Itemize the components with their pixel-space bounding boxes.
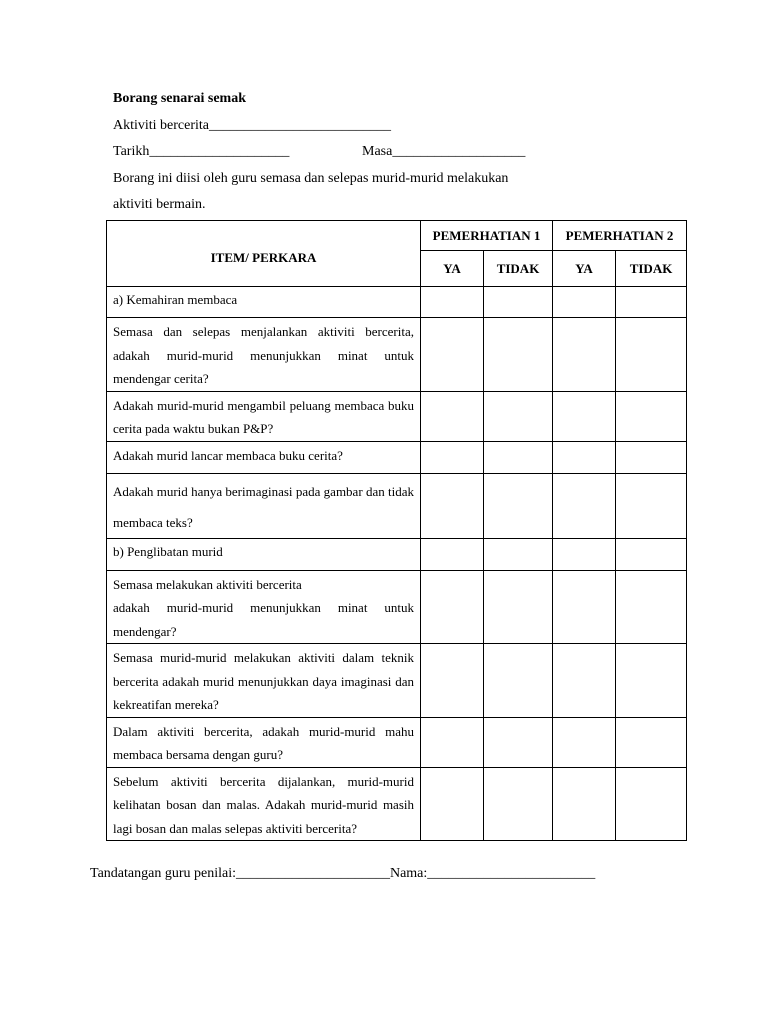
check-cell[interactable] [616, 767, 687, 841]
obs1-no-header: TIDAK [484, 251, 553, 287]
question-text [107, 570, 421, 644]
question-text: Dalam aktiviti bercerita, adakah murid-murid mahu membaca bersama dengan guru? [107, 717, 421, 767]
question-text: Sebelum aktiviti bercerita dijalankan, murid-murid kelihatan bosan dan malas. Adakah murid-murid masih lagi bosan dan malas selepas aktiviti bercerita? [107, 767, 421, 841]
date-field: Tarikh____________________ [113, 144, 290, 159]
observation-2-header: PEMERHATIAN 2 [553, 221, 687, 251]
question-text-line: Semasa melakukan aktiviti bercerita [113, 576, 302, 592]
check-cell[interactable] [616, 391, 687, 441]
signature-footer [90, 866, 595, 882]
question-text: Semasa dan selepas menjalankan aktiviti bercerita, adakah murid-murid menunjukkan minat untuk mendengar cerita? [107, 318, 421, 392]
check-cell[interactable] [421, 767, 484, 841]
name-field: Nama:________________________ [389, 866, 596, 881]
check-cell[interactable] [484, 287, 553, 318]
check-cell[interactable] [616, 441, 687, 473]
table-row [107, 767, 687, 841]
section-a-label: a) Kemahiran membaca [107, 287, 421, 318]
instructions-line-1: Borang ini diisi oleh guru semasa dan selepas murid-murid melakukan [113, 170, 509, 186]
question-text: Adakah murid-murid mengambil peluang membaca buku cerita pada waktu bukan P&P? [107, 391, 421, 441]
check-cell[interactable] [553, 644, 616, 718]
check-cell[interactable] [616, 717, 687, 767]
check-cell[interactable] [484, 318, 553, 392]
section-row-a [107, 287, 687, 318]
check-cell[interactable] [616, 318, 687, 392]
table-row [107, 717, 687, 767]
check-cell[interactable] [553, 473, 616, 538]
check-cell[interactable] [421, 318, 484, 392]
header-row-1 [107, 221, 687, 251]
table-row [107, 570, 687, 644]
question-text: Adakah murid lancar membaca buku cerita? [107, 441, 421, 473]
form-title: Borang senarai semak [113, 91, 246, 106]
check-cell[interactable] [421, 441, 484, 473]
check-cell[interactable] [484, 538, 553, 570]
obs2-yes-header: YA [553, 251, 616, 287]
check-cell[interactable] [616, 473, 687, 538]
table-row [107, 391, 687, 441]
section-b-label: b) Penglibatan murid [107, 538, 421, 570]
check-cell[interactable] [421, 644, 484, 718]
check-cell[interactable] [421, 391, 484, 441]
check-cell[interactable] [553, 441, 616, 473]
check-cell[interactable] [484, 767, 553, 841]
table-row [107, 441, 687, 473]
check-cell[interactable] [616, 287, 687, 318]
check-cell[interactable] [484, 473, 553, 538]
check-cell[interactable] [553, 287, 616, 318]
check-cell[interactable] [553, 391, 616, 441]
item-header: ITEM/ PERKARA [107, 221, 421, 287]
question-text: Semasa murid-murid melakukan aktiviti dalam teknik bercerita adakah murid menunjukkan daya imaginasi dan kekreatifan mereka? [107, 644, 421, 718]
check-cell[interactable] [421, 538, 484, 570]
table-row [107, 318, 687, 392]
check-cell[interactable] [484, 391, 553, 441]
obs2-no-header: TIDAK [616, 251, 687, 287]
check-cell[interactable] [484, 717, 553, 767]
check-cell[interactable] [553, 318, 616, 392]
check-cell[interactable] [421, 570, 484, 644]
check-cell[interactable] [616, 644, 687, 718]
check-cell[interactable] [616, 538, 687, 570]
check-cell[interactable] [421, 473, 484, 538]
obs1-yes-header: YA [421, 251, 484, 287]
check-cell[interactable] [553, 767, 616, 841]
form-header [113, 88, 673, 221]
check-cell[interactable] [421, 717, 484, 767]
checklist-table [106, 220, 687, 841]
time-field: Masa___________________ [362, 144, 526, 159]
check-cell[interactable] [553, 570, 616, 644]
instructions-line-2: aktiviti bermain. [113, 197, 206, 212]
section-row-b [107, 538, 687, 570]
activity-field: Aktiviti bercerita__________________________ [113, 117, 392, 133]
question-text-line: adakah murid-murid menunjukkan minat untuk mendengar? [113, 600, 414, 639]
check-cell[interactable] [553, 717, 616, 767]
check-cell[interactable] [484, 644, 553, 718]
check-cell[interactable] [421, 287, 484, 318]
table-row [107, 473, 687, 538]
check-cell[interactable] [616, 570, 687, 644]
check-cell[interactable] [484, 570, 553, 644]
question-text: Adakah murid hanya berimaginasi pada gambar dan tidak membaca teks? [107, 473, 421, 538]
table-row [107, 644, 687, 718]
check-cell[interactable] [553, 538, 616, 570]
check-cell[interactable] [484, 441, 553, 473]
date-time-row [113, 141, 673, 168]
observation-1-header: PEMERHATIAN 1 [421, 221, 553, 251]
signature-field: Tandatangan guru penilai:______________________ [90, 866, 390, 881]
